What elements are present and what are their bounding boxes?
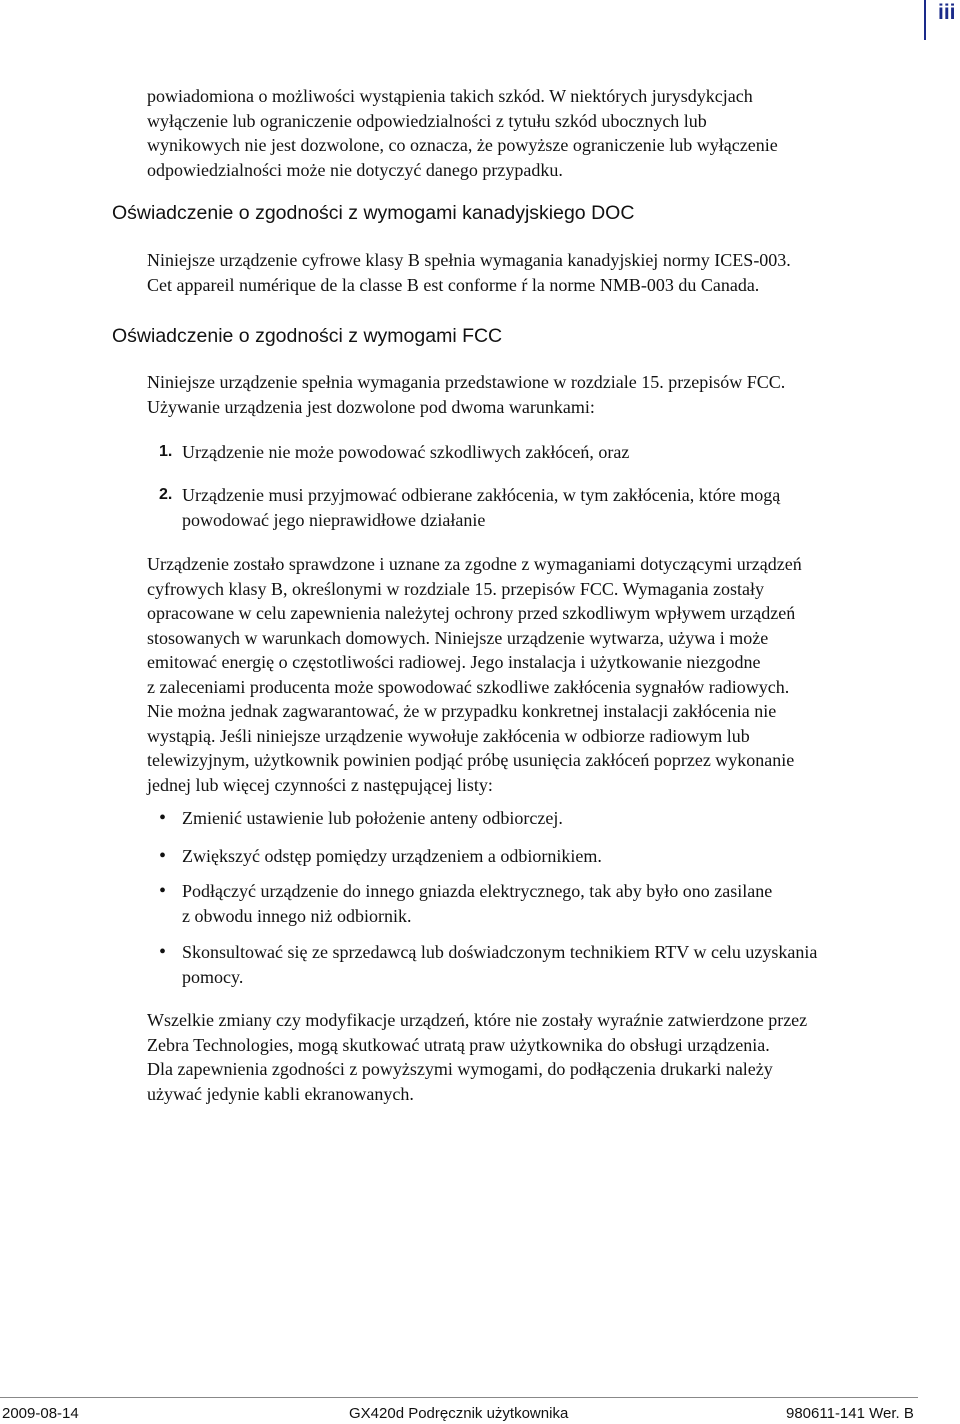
text-line: stosowanych w warunkach domowych. Niniejsze urządzenie wytwarza, używa i może bbox=[147, 627, 769, 648]
text-line: wystąpią. Jeśli niniejsze urządzenie wywołuje zakłócenia w odbiorze radiowym lub bbox=[147, 725, 750, 746]
doc-paragraph bbox=[147, 248, 917, 297]
fcc-body-paragraph bbox=[147, 552, 917, 797]
text-line: jednej lub więcej czynności z następującej listy: bbox=[147, 774, 493, 795]
list-text: powodować jego nieprawidłowe działanie bbox=[182, 509, 486, 530]
section-heading-fcc: Oświadczenie o zgodności z wymogami FCC bbox=[112, 325, 503, 347]
footer-date: 2009-08-14 bbox=[2, 1405, 79, 1422]
text-line: Cet appareil numérique de la classe B est conforme ŕ la norme NMB-003 du Canada. bbox=[147, 274, 760, 295]
fcc-intro-paragraph bbox=[147, 370, 917, 419]
text-line: z zaleceniami producenta może spowodować szkodliwe zakłócenia sygnałów radiowych. bbox=[147, 676, 790, 697]
text-line: Dla zapewnienia zgodności z powyższymi wymogami, do podłączenia drukarki należy bbox=[147, 1059, 773, 1079]
text-line: powiadomiona o możliwości wystąpienia takich szkód. W niektórych jurysdykcjach bbox=[147, 86, 753, 106]
text-line: cyfrowych klasy B, określonymi w rozdziale 15. przepisów FCC. Wymagania zostały bbox=[147, 578, 764, 599]
list-text: Urządzenie nie może powodować szkodliwych zakłóceń, oraz bbox=[182, 442, 630, 462]
list-text: Zmienić ustawienie lub położenie anteny odbiorczej. bbox=[182, 808, 563, 828]
list-text: pomocy. bbox=[182, 966, 244, 987]
closing-paragraph bbox=[147, 1008, 917, 1106]
text-line: emitować energię o częstotliwości radiowej. Jego instalacja i użytkowanie niezgodne bbox=[147, 652, 761, 672]
list-number: 1. bbox=[159, 443, 173, 460]
list-text: Podłączyć urządzenie do innego gniazda elektrycznego, tak aby było ono zasilane bbox=[182, 881, 773, 901]
intro-paragraph bbox=[147, 84, 917, 182]
list-text: Urządzenie musi przyjmować odbierane zakłócenia, w tym zakłócenia, które mogą bbox=[182, 485, 781, 505]
list-text: z obwodu innego niż odbiornik. bbox=[182, 905, 412, 926]
bullet-item bbox=[147, 806, 917, 831]
text-line: odpowiedzialności może nie dotyczyć danego przypadku. bbox=[147, 159, 563, 180]
text-line: Nie można jednak zagwarantować, że w przypadku konkretnej instalacji zakłócenia nie bbox=[147, 701, 777, 721]
footer-title: GX420d Podręcznik użytkownika bbox=[349, 1405, 569, 1422]
text-line: używać jedynie kabli ekranowanych. bbox=[147, 1083, 414, 1104]
bullet-item bbox=[147, 844, 917, 869]
text-line: wynikowych nie jest dozwolone, co oznacza, że powyższe ograniczenie lub wyłączenie bbox=[147, 135, 778, 155]
section-heading-doc: Oświadczenie o zgodności z wymogami kanadyjskiego DOC bbox=[112, 202, 635, 224]
bullet-item bbox=[147, 879, 917, 928]
footer-code: 980611-141 Wer. B bbox=[786, 1405, 914, 1422]
text-line: opracowane w celu zapewnienia należytej ochrony przed szkodliwym wpływem urządzeń bbox=[147, 603, 796, 623]
list-text: Zwiększyć odstęp pomiędzy urządzeniem a odbiornikiem. bbox=[182, 846, 602, 866]
text-line: Niniejsze urządzenie spełnia wymagania przedstawione w rozdziale 15. przepisów FCC. bbox=[147, 372, 786, 392]
condition-item-1 bbox=[147, 440, 917, 465]
bullet-item bbox=[147, 940, 917, 989]
text-line: Zebra Technologies, mogą skutkować utratą praw użytkownika do obsługi urządzenia. bbox=[147, 1034, 770, 1055]
list-number: 2. bbox=[159, 486, 173, 503]
text-line: wyłączenie lub ograniczenie odpowiedzialności z tytułu szkód ubocznych lub bbox=[147, 110, 707, 131]
bullet-icon: • bbox=[159, 880, 167, 902]
text-line: Urządzenie zostało sprawdzone i uznane za zgodne z wymaganiami dotyczącymi urządzeń bbox=[147, 554, 802, 574]
text-line: Wszelkie zmiany czy modyfikacje urządzeń, które nie zostały wyraźnie zatwierdzone przez bbox=[147, 1010, 808, 1030]
text-line: Używanie urządzenia jest dozwolone pod dwoma warunkami: bbox=[147, 396, 595, 417]
footer-divider bbox=[0, 1397, 918, 1398]
page-number: iii bbox=[924, 0, 960, 40]
bullet-icon: • bbox=[159, 941, 167, 963]
condition-item-2 bbox=[147, 483, 917, 532]
bullet-icon: • bbox=[159, 807, 167, 829]
text-line: Niniejsze urządzenie cyfrowe klasy B spełnia wymagania kanadyjskiej normy ICES-003. bbox=[147, 250, 791, 270]
bullet-icon: • bbox=[159, 845, 167, 867]
list-text: Skonsultować się ze sprzedawcą lub doświadczonym technikiem RTV w celu uzyskania bbox=[182, 942, 818, 962]
text-line: telewizyjnym, użytkownik powinien podjąć próbę usunięcia zakłóceń poprzez wykonanie bbox=[147, 750, 795, 770]
